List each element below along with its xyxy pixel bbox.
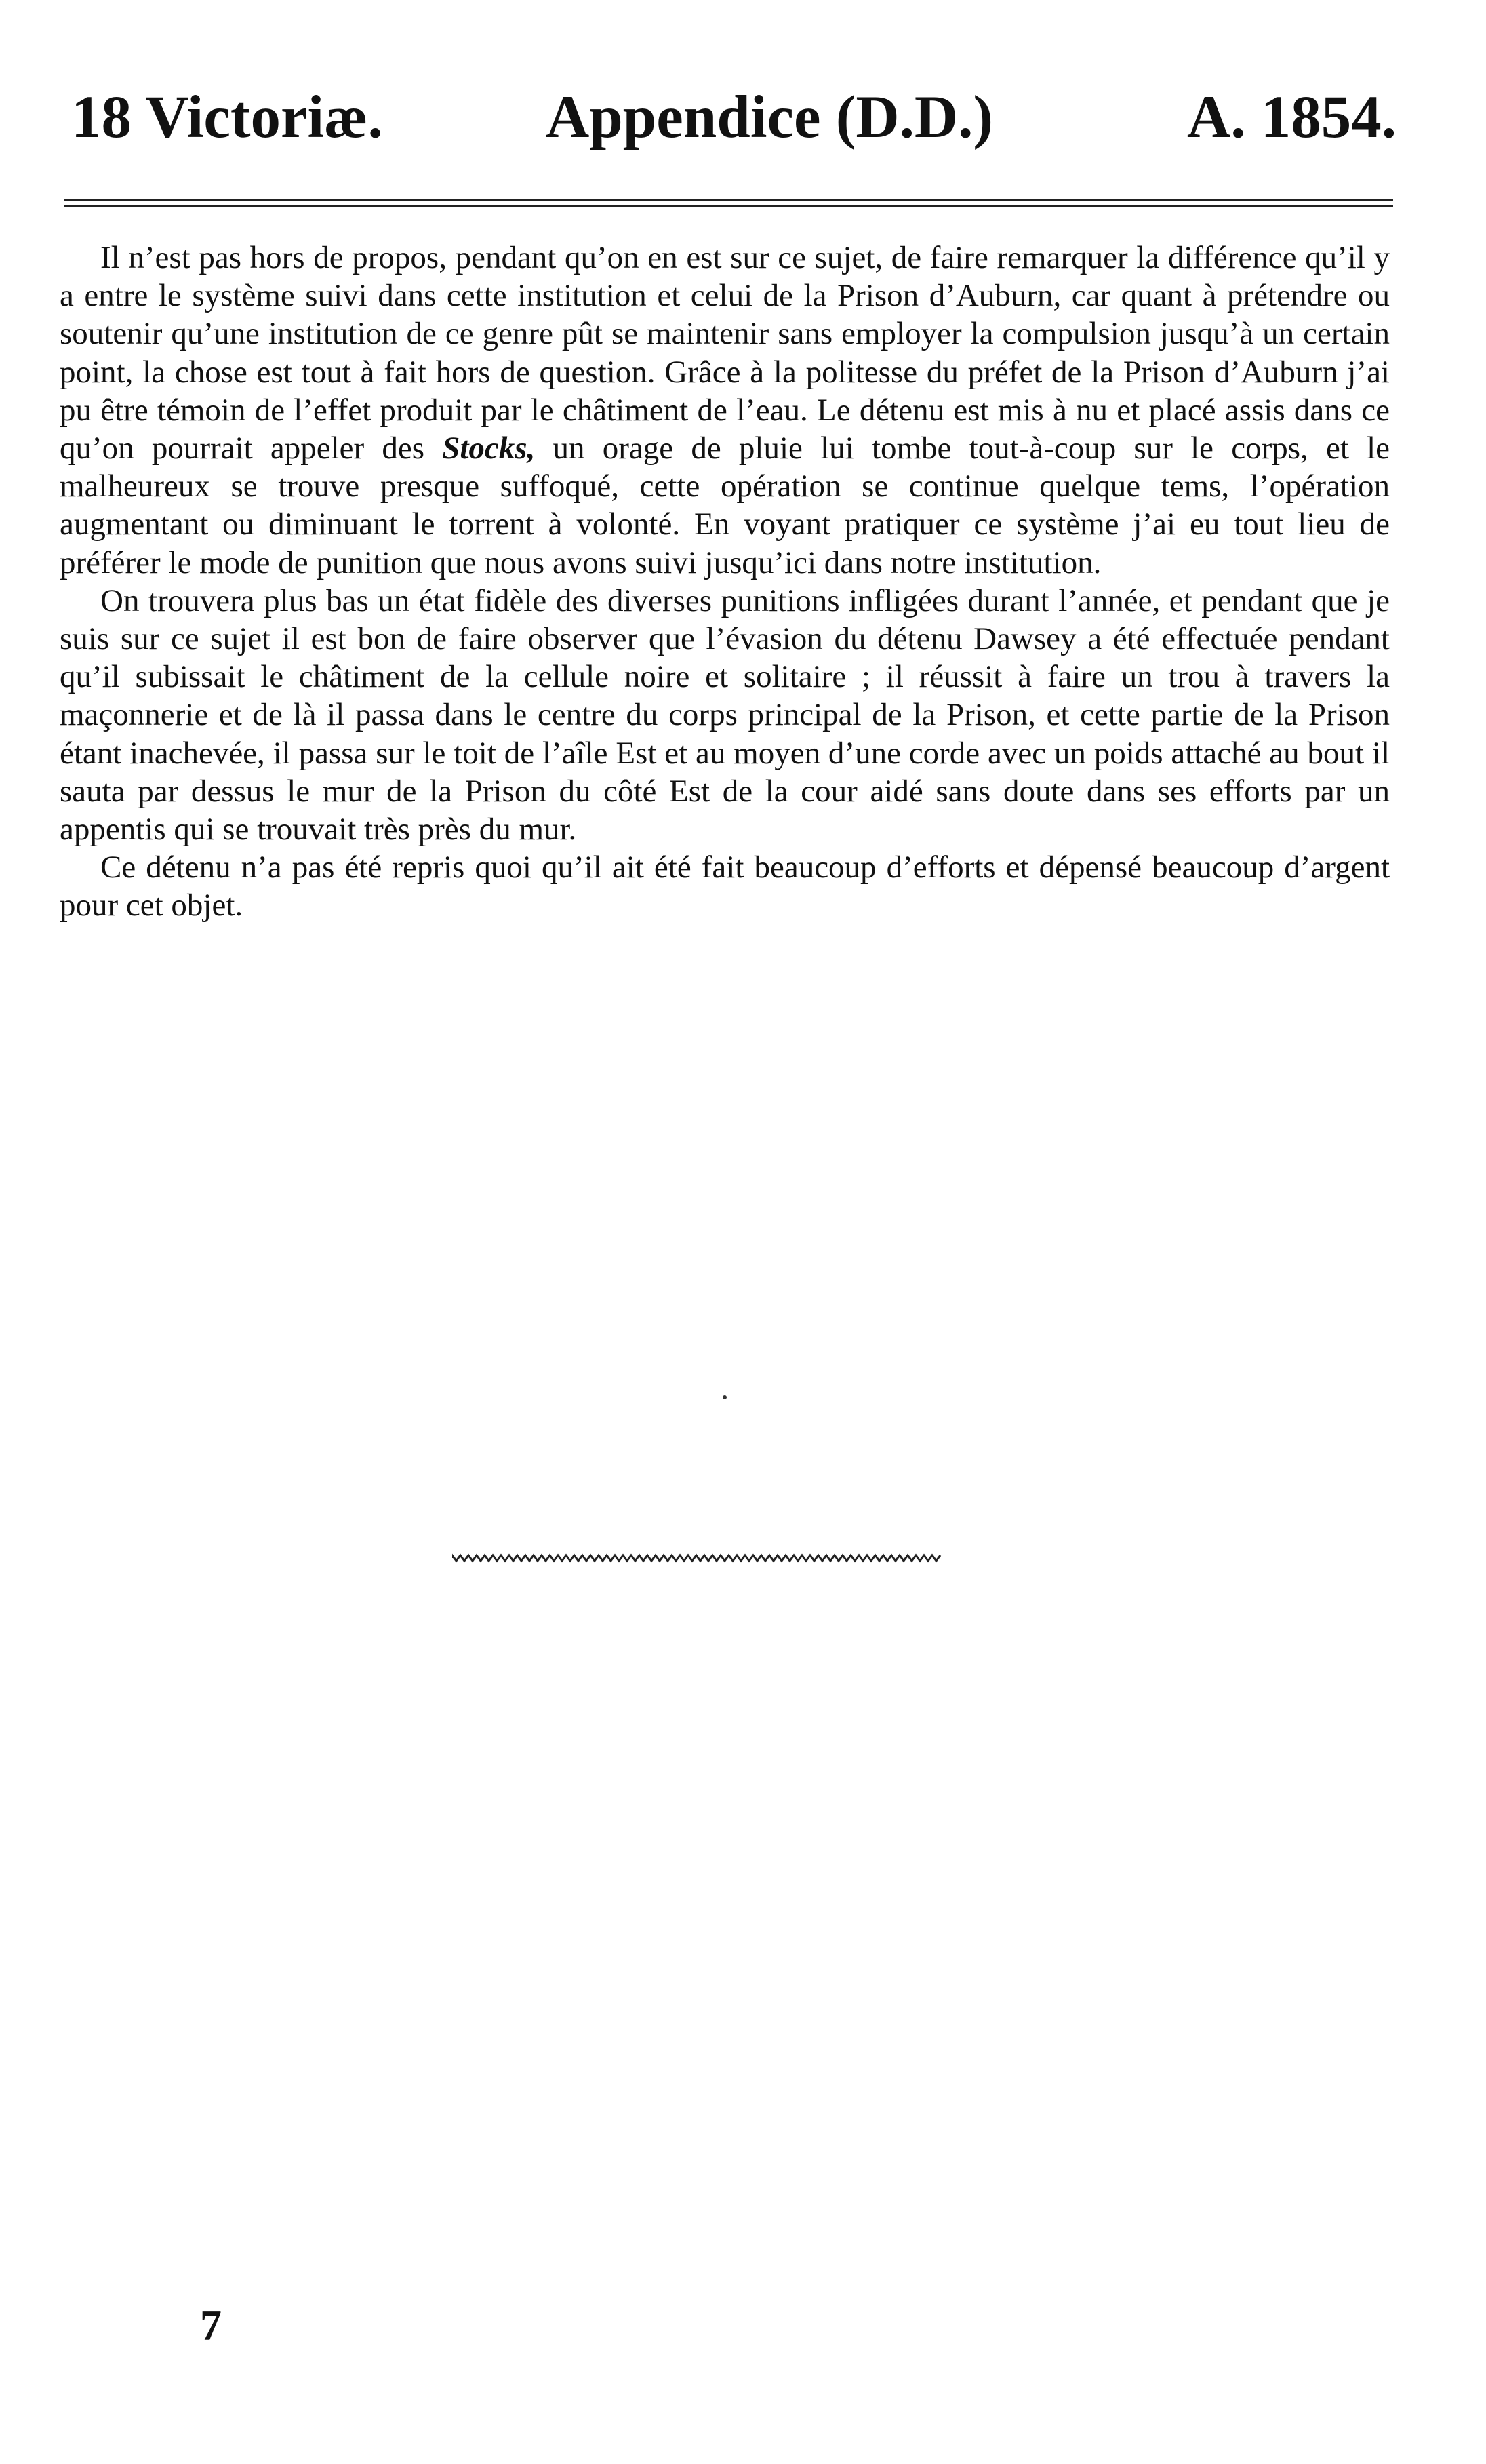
page-header <box>71 80 1397 155</box>
header-appendix: Appendice (D.D.) <box>546 84 994 151</box>
header-rule-bottom <box>64 205 1393 207</box>
paragraph-1-text-b: un orage de pluie lui tombe tout-à-coup sur le corps, et le malheureux se trouve presque suffoqué, cette opération se continue quelque tems, l’opération augmentant ou diminuant le torrent à volonté. En voyant pratiquer ce système j’ai eu tout lieu de préférer le mode de punition que nous avons suivi jusqu’ici dans notre institution. <box>60 431 1390 580</box>
page-mark: 7 <box>200 2301 222 2349</box>
header-year: A. 1854. <box>1186 84 1397 151</box>
paragraph-2: On trouvera plus bas un état fidèle des diverses punitions infligées durant l’année, et pendant que je suis sur ce sujet il est bon de faire observer que l’évasion du détenu Dawsey a été effectuée pendant qu’il subissait le châtiment de la cellule noire et solitaire ; il réussit à faire un trou à travers la maçonnerie et de là il passa dans le centre du corps principal de la Prison, et cette partie de la Prison étant inachevée, il passa sur le toit de l’aîle Est et au moyen d’une corde avec un poids attaché au bout il sauta par dessus le mur de la Prison du côté Est de la cour aidé sans doute dans ses efforts par un appentis qui se trouvait très près du mur. <box>60 582 1390 848</box>
header-rule-top <box>64 199 1393 201</box>
header-session: 18 Victoriæ. <box>71 84 383 151</box>
body-text <box>60 239 1390 925</box>
paragraph-1-italic-term: Stocks, <box>442 431 536 466</box>
wavy-separator <box>452 1553 943 1564</box>
paragraph-1 <box>60 239 1390 582</box>
paragraph-1-text-a: Il n’est pas hors de propos, pendant qu’on en est sur ce sujet, de faire remarquer la différence qu’il y a entre le système suivi dans cette institution et celui de la Prison d’Auburn, car quant à prétendre ou soutenir qu’une institution de ce genre pût se maintenir sans employer la compulsion jusqu’à un certain point, la chose est tout à fait hors de question. Grâce à la politesse du préfet de la Prison d’Auburn j’ai pu être témoin de l’effet produit par le châtiment de l’eau. Le détenu est mis à nu et placé assis dans ce qu’on pourrait appeler des <box>60 240 1390 466</box>
ink-speck <box>723 1395 727 1399</box>
paragraph-3: Ce détenu n’a pas été repris quoi qu’il ait été fait beaucoup d’efforts et dépensé beaucoup d’argent pour cet objet. <box>60 850 1390 923</box>
